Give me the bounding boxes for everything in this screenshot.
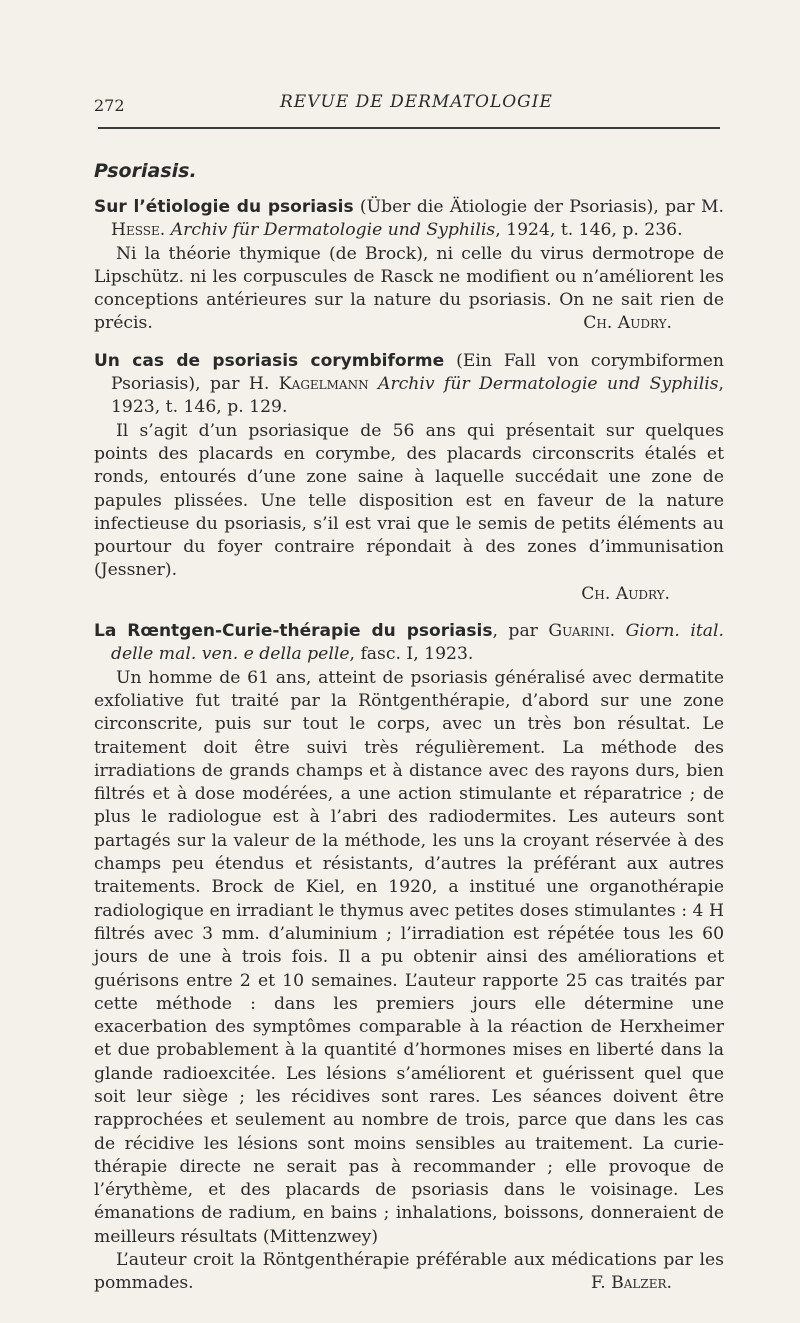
signature: Ch. Audry. bbox=[583, 313, 672, 334]
signature: Ch. Audry. bbox=[581, 583, 670, 604]
original-title: , par bbox=[492, 621, 538, 642]
reference-details: , 1923, t. 146, p. 129. bbox=[111, 374, 724, 418]
article-title: Un cas de psoriasis corymbiforme bbox=[94, 350, 445, 371]
author-separator: . bbox=[609, 621, 616, 642]
running-head bbox=[94, 92, 724, 114]
original-title: (Ein Fall von corymbiformen Psoriasis), par bbox=[111, 350, 725, 395]
article-body-text: Ni la théorie thymique (de Brock), ni celle du virus dermotrope de Lipschütz. ni les corpuscules de Rasck ne modifient ou n’améliorent les conceptions antérieures sur la nature du psoriasis. On ne sait rien de précis. bbox=[94, 243, 724, 334]
article-body-text: L’auteur croit la Röntgenthérapie préférable aux médications par les pommades. bbox=[94, 1250, 724, 1294]
page-number: 272 bbox=[94, 96, 125, 115]
article-title: Sur l’étiologie du psoriasis bbox=[94, 197, 354, 217]
author-name: H. Kagelmann bbox=[248, 374, 369, 395]
article-body: Il s’agit d’un psoriasique de 56 ans qui présentait sur quelques points des placards en corymbe, des placards circonscrits étalés et ronds, entourés d’une zone saine à laquelle succédait une zone de papules plissées. Une telle disposition est en faveur de la nature infectieuse du psoriasis, s’il est vrai que le semis de petits éléments au pourtour du foyer contraire répondait à des zones d’immunisation (Jessner). bbox=[94, 420, 724, 581]
original-title: (Über die Ätiologie der Psoriasis), par bbox=[359, 197, 695, 217]
article-body-conclusion bbox=[94, 1249, 724, 1296]
journal-reference: Giorn. ital. delle mal. ven. e della pelle bbox=[111, 621, 725, 665]
journal-reference: Archiv für Dermatologie und Syphilis bbox=[378, 374, 719, 395]
article-heading bbox=[94, 620, 724, 667]
article-column bbox=[94, 196, 724, 1310]
article-heading bbox=[94, 196, 724, 243]
article-body: Un homme de 61 ans, atteint de psoriasis généralisé avec dermatite exfoliative fut traité par la Röntgenthérapie, d’abord sur une zone circonscrite, puis sur tout le corps, avec un très bon résultat. Le traitement doit être suivi très régulièrement. La méthode des irradiations de grands champs et à distance avec des rayons durs, bien filtrés et à dose modérées, a une action stimulante et réparatrice ; de plus le radiologue est à l’abri des radiodermites. Les auteurs sont partagés sur la valeur de la méthode, les uns la croyant réservée à des champs peu étendus et résistants, d’autres la préférant aux autres traitements. Brock de Kiel, en 1920, a institué une organothérapie radiologique en irradiant le thymus avec petites doses stimulantes : 4 H filtrés avec 3 mm. d’aluminium ; l’irradiation est répétée tous les 60 jours de une à trois fois. Il a pu obtenir ainsi des améliorations et guérisons entre 2 et 10 semaines. L’auteur rapporte 25 cas traités par cette méthode : dans les premiers jours elle détermine une exacerbation des symptômes comparable à la réaction de Herxheimer et due probablement à la quantité d’hormones mises en liberté dans la glande radioexcitée. Les lésions s’améliorent et guérissent quel que soit leur siège ; les récidives sont rares. Les séances doivent être rapprochées et seulement au nombre de trois, parce que dans les cas de récidive les lésions sont moins sensibles au traitement. La curie-thérapie directe ne serait pas à recommander ; elle provoque de l’érythème, et des placards de psoriasis dans le voisinage. Les émanations de radium, en bains ; inhalations, boissons, donneraient de meilleurs résultats (Mittenzwey) bbox=[94, 667, 724, 1247]
journal-reference: Archiv für Dermatologie und Syphilis bbox=[170, 220, 496, 241]
header-rule bbox=[98, 127, 720, 129]
article-heading bbox=[94, 350, 724, 420]
article-etiologie bbox=[94, 196, 724, 336]
author-prefix: M. bbox=[700, 197, 725, 217]
author-name: Guarini bbox=[548, 621, 610, 642]
article-title: La Rœntgen-Curie-thérapie du psoriasis bbox=[94, 621, 493, 642]
article-corymbiforme bbox=[94, 350, 724, 606]
author-name: Hesse bbox=[111, 220, 160, 241]
article-body bbox=[94, 243, 724, 336]
section-title: Psoriasis. bbox=[94, 160, 197, 182]
reference-details: , 1924, t. 146, p. 236. bbox=[495, 220, 683, 241]
author-separator: . bbox=[159, 220, 166, 241]
reference-details: , fasc. I, 1923. bbox=[349, 644, 474, 665]
article-roentgen-curie bbox=[94, 620, 724, 1296]
journal-title: REVUE DE DERMATOLOGIE bbox=[280, 92, 553, 112]
signature: F. Balzer. bbox=[590, 1273, 672, 1294]
